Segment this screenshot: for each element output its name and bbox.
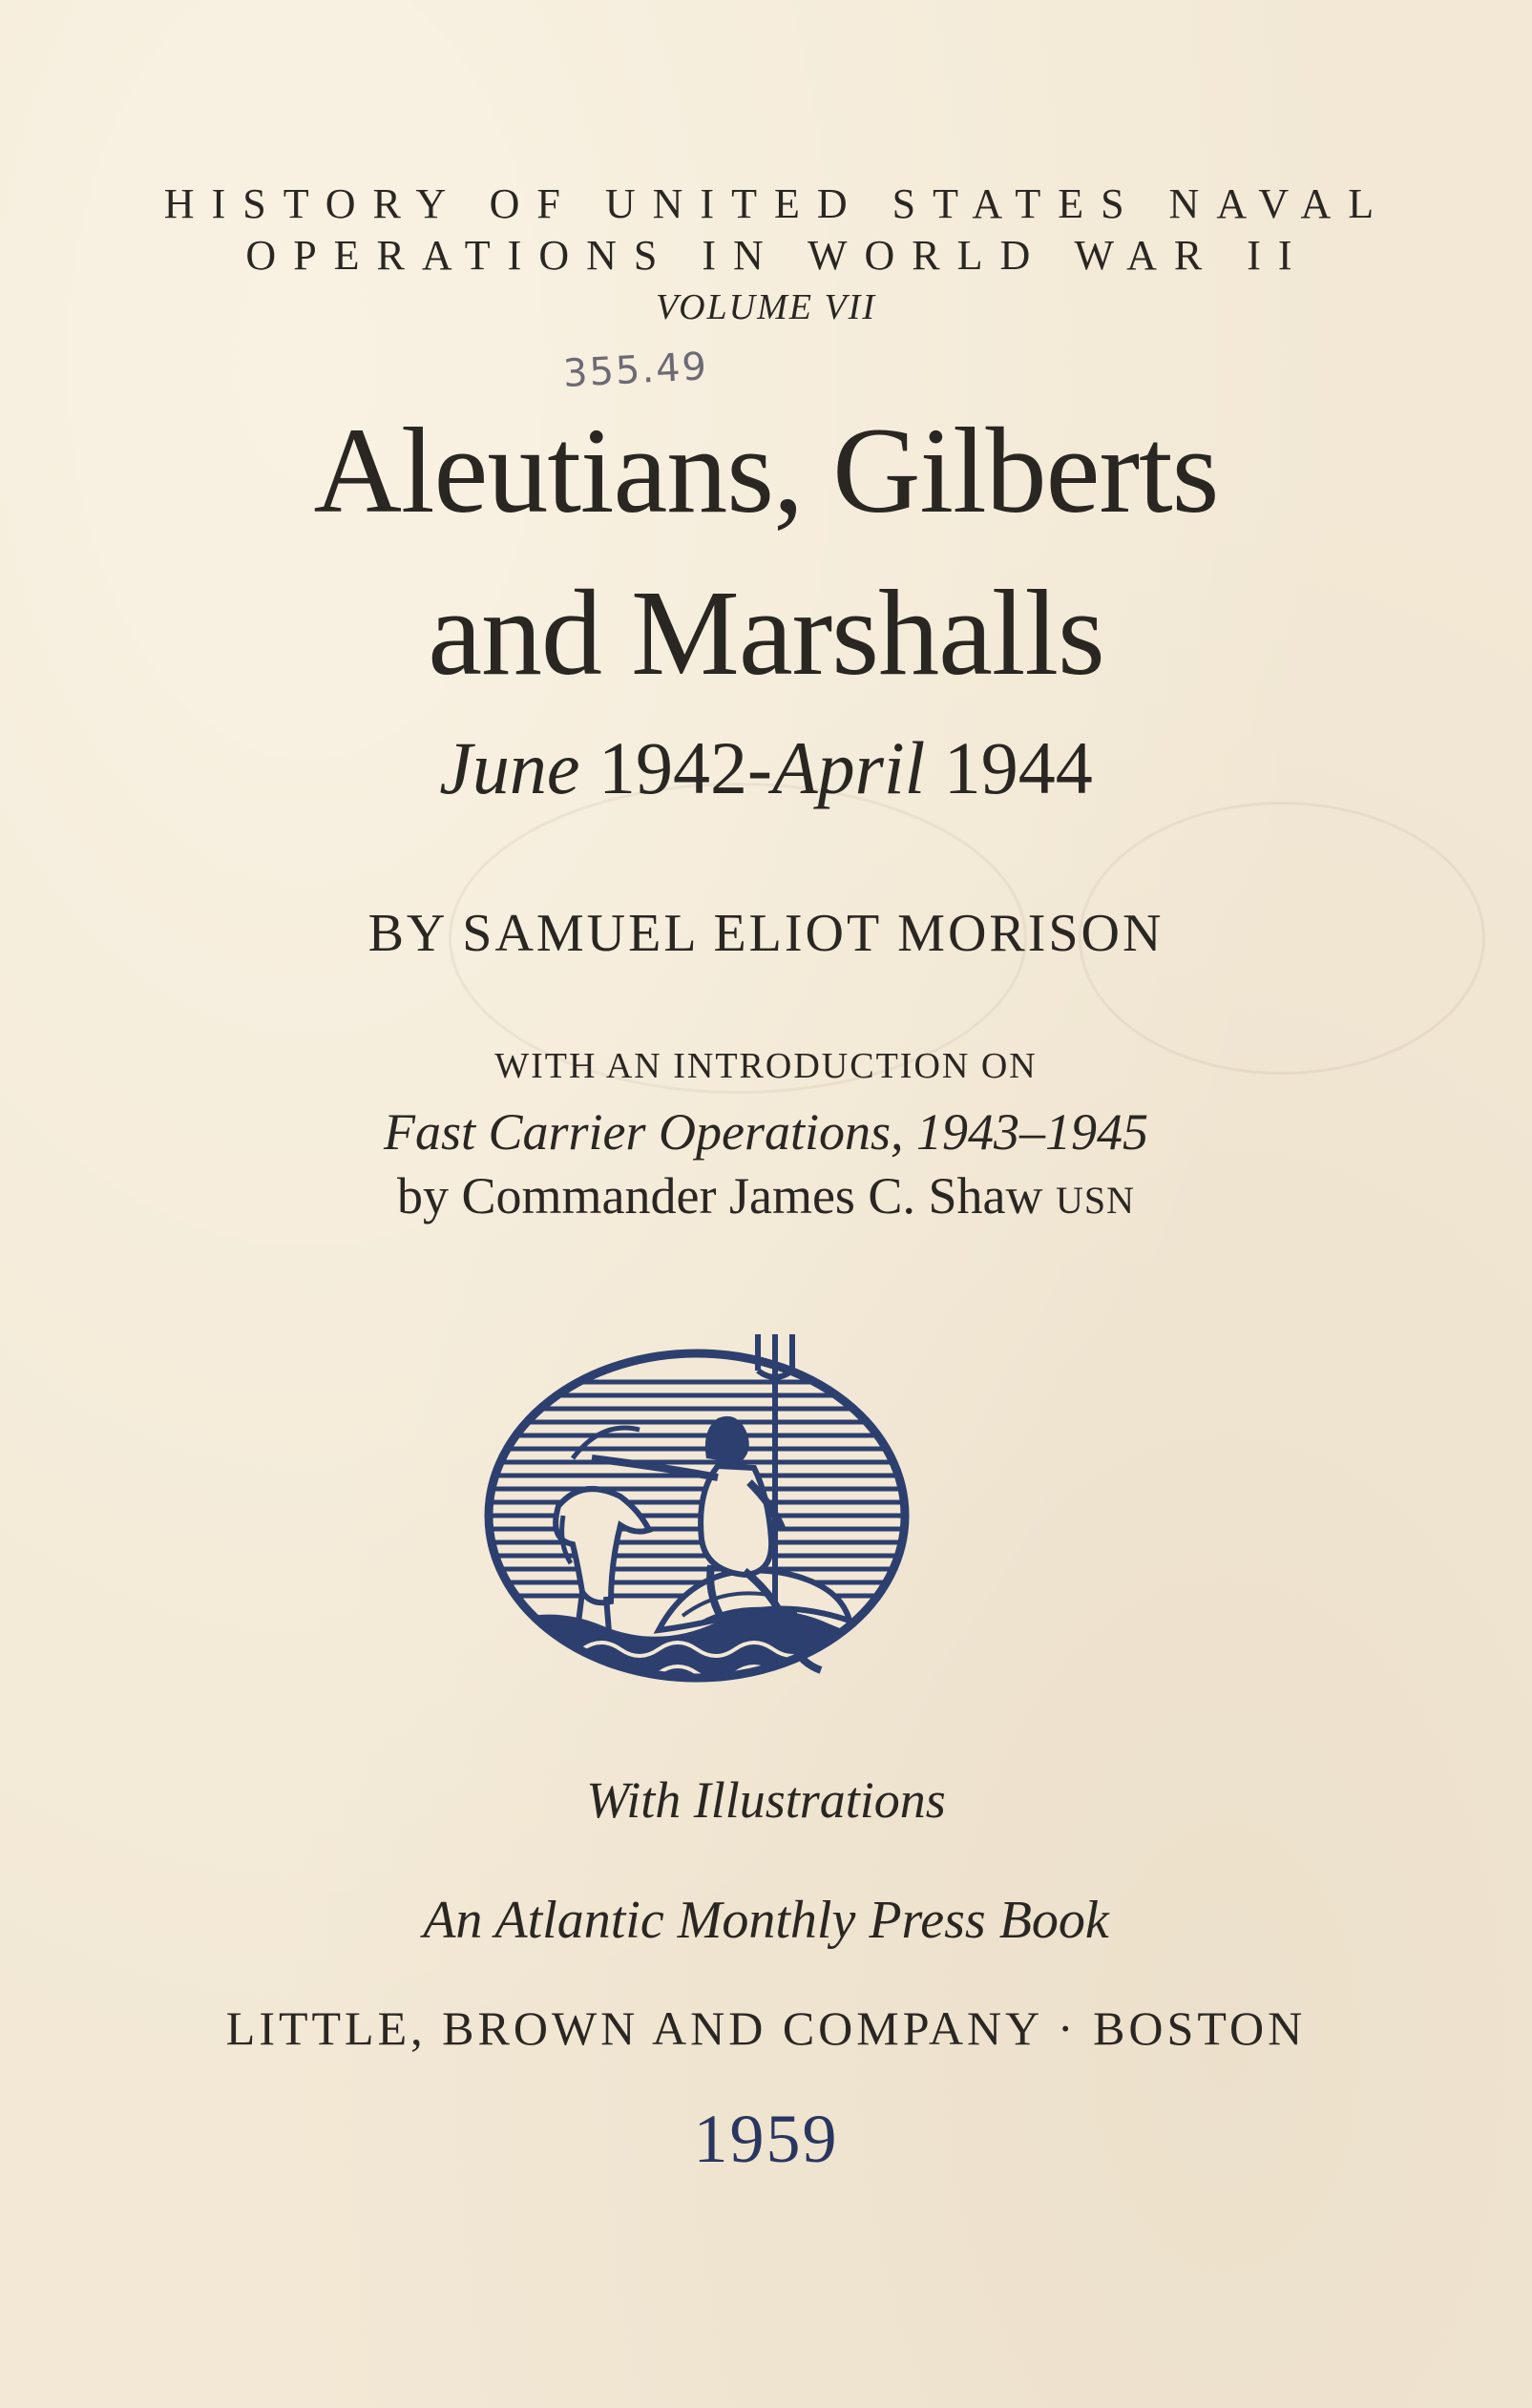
- end-month: April: [771, 726, 926, 809]
- introduction-label: WITH AN INTRODUCTION ON: [494, 1046, 1038, 1086]
- book-title-line-1: Aleutians, Gilberts: [313, 403, 1219, 538]
- publication-year: 1959: [693, 2101, 839, 2177]
- date-range: [0, 725, 1532, 811]
- end-year: 1944: [943, 726, 1093, 809]
- illustrations-note: With Illustrations: [586, 1771, 946, 1829]
- publisher-line: LITTLE, BROWN AND COMPANY · BOSTON: [225, 2001, 1307, 2055]
- emblem-stripes: [468, 1315, 926, 1697]
- introduction-author: [0, 1166, 1532, 1225]
- volume-number: VOLUME VII: [656, 287, 876, 327]
- imprint-line: An Atlantic Monthly Press Book: [423, 1891, 1109, 1950]
- neptune-trident-emblem-icon: [468, 1315, 926, 1697]
- series-title-line-1: HISTORY OF UNITED STATES NAVAL: [163, 180, 1392, 227]
- handwritten-shelfmark: 355.49: [561, 345, 710, 396]
- start-year: 1942: [598, 726, 747, 809]
- start-month: June: [439, 726, 580, 809]
- introduction-author-rank: USN: [1055, 1179, 1135, 1222]
- introduction-author-name: by Commander James C. Shaw: [397, 1167, 1043, 1225]
- author-line: BY SAMUEL ELIOT MORISON: [367, 904, 1165, 963]
- date-separator: -: [746, 726, 772, 809]
- introduction-title: Fast Carrier Operations, 1943–1945: [383, 1103, 1149, 1161]
- series-title-line-2: OPERATIONS IN WORLD WAR II: [245, 232, 1310, 279]
- book-title-line-2: and Marshalls: [428, 565, 1104, 701]
